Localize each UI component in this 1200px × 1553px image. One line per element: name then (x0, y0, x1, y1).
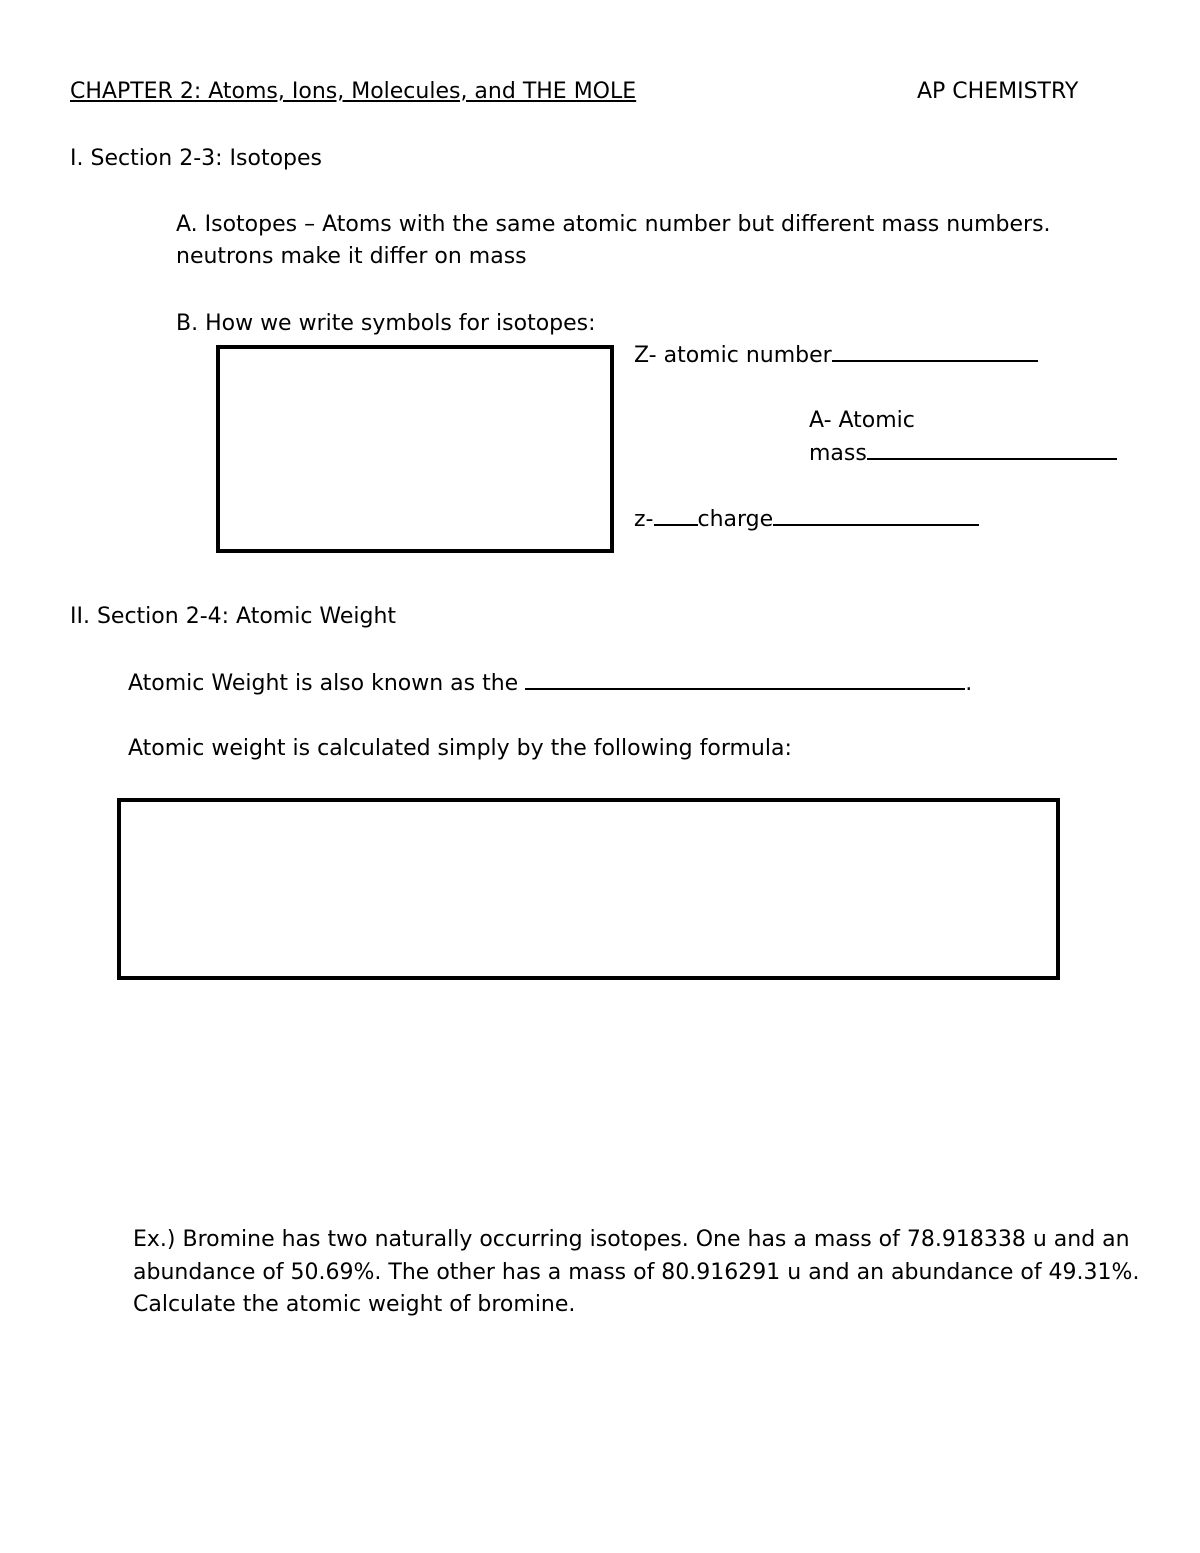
atomic-weight-alias-text: Atomic Weight is also known as the (128, 671, 519, 696)
formula-box (117, 798, 1060, 980)
section-2-heading: II. Section 2-4: Atomic Weight (70, 604, 397, 629)
charge-prefix: z- (634, 507, 654, 532)
atomic-number-blank (832, 359, 1038, 362)
atomic-weight-alias-blank (525, 687, 965, 690)
charge-text: charge (697, 507, 774, 532)
course-label: AP CHEMISTRY (917, 79, 1079, 104)
charge-label (634, 509, 979, 531)
charge-blank (773, 523, 979, 526)
atomic-mass-label-line1: A- Atomic (809, 408, 915, 433)
formula-intro: Atomic weight is calculated simply by the following formula: (128, 736, 792, 761)
isotope-symbol-box (216, 345, 614, 553)
example-line-3: Calculate the atomic weight of bromine. (133, 1292, 576, 1317)
example-line-2: abundance of 50.69%. The other has a mass of 80.916291 u and an abundance of 49.31%. (133, 1260, 1140, 1285)
atomic-number-text: Z- atomic number (634, 343, 832, 368)
isotopes-definition: A. Isotopes – Atoms with the same atomic number but different mass numbers. (176, 212, 1051, 237)
section-1-heading: I. Section 2-3: Isotopes (70, 146, 323, 171)
atomic-number-label (634, 345, 1038, 367)
atomic-weight-alias-line (128, 673, 972, 695)
atomic-mass-label (809, 443, 1117, 465)
chapter-title: CHAPTER 2: Atoms, Ions, Molecules, and THE MOLE (70, 79, 637, 104)
example-line-1: Ex.) Bromine has two naturally occurring isotopes. One has a mass of 78.918338 u and an (133, 1227, 1130, 1252)
isotope-symbols-heading: B. How we write symbols for isotopes: (176, 311, 596, 336)
atomic-mass-text: mass (809, 441, 867, 466)
charge-symbol-blank (654, 523, 698, 526)
atomic-weight-alias-period: . (965, 671, 973, 696)
isotopes-note: neutrons make it differ on mass (176, 244, 527, 269)
atomic-mass-blank (867, 457, 1117, 460)
